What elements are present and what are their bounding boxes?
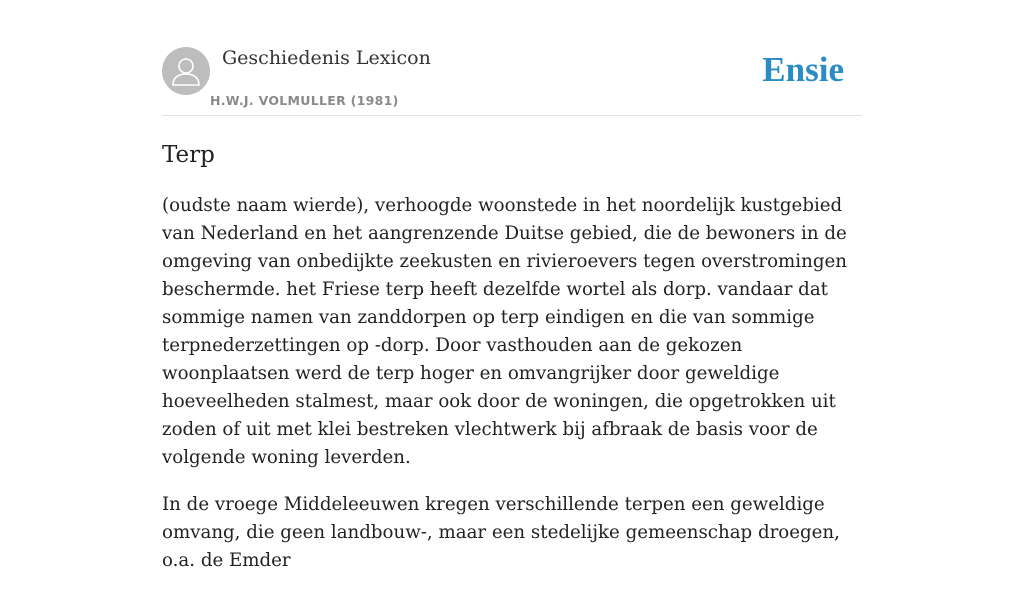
article-title: Terp [162, 142, 215, 168]
header [162, 0, 862, 116]
article-paragraph: (oudste naam wierde), verhoogde woonstede in het noordelijk kustgebied van Nederland en het aangrenzende Duitse gebied, die de bewoners in de omgeving van onbedijkte zeekusten en rivieroevers tegen overstromingen beschermde. het Friese terp heeft dezelfde wortel als dorp. vandaar dat sommige namen van zanddorpen op terp eindigen en die van sommige terpnederzettingen op -dorp. Door vasthouden aan de gekozen woonplaatsen werd de terp hoger en omvangrijker door geweldige hoeveelheden stalmest, maar ook door de woningen, die opgetrokken uit zoden of uit met klei bestreken vlechtwerk bij afbraak de basis voor de volgende woning leverden. [162, 195, 847, 468]
lexicon-title[interactable]: Geschiedenis Lexicon [222, 47, 431, 69]
avatar[interactable] [162, 47, 210, 95]
user-icon [162, 47, 210, 95]
article-body [162, 192, 862, 594]
page [162, 0, 862, 571]
author-name[interactable]: H.W.J. VOLMULLER (1981) [210, 93, 399, 108]
article-paragraph: In de vroege Middeleeuwen kregen verschillende terpen een geweldige omvang, die geen landbouw-, maar een stedelijke gemeenschap droegen, o.a. de Emder [162, 494, 840, 571]
ensie-logo[interactable]: Ensie [762, 50, 844, 89]
